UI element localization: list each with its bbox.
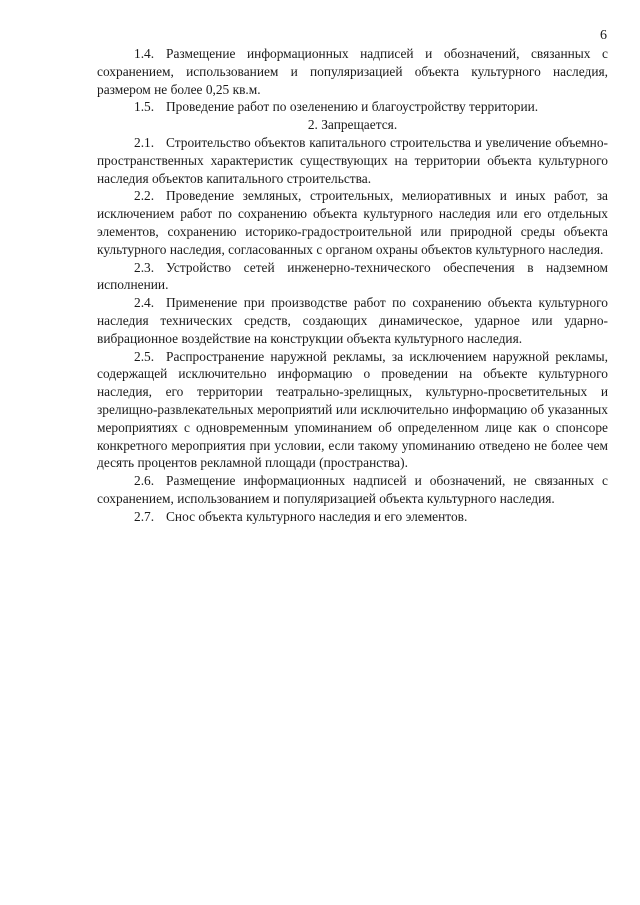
item-text: Распространение наружной рекламы, за исключением наружной рекламы, содержащей исключительно информацию о проведении на объекте культурного наследия, его территории театрально-зрелищных, культурно-просветительных и зрелищно-развлекательных мероприятий или исключительно информацию об указанных мероприятиях с одновременным упоминанием об определенном лице как о спонсоре конкретного мероприятия при условии, если такому упоминанию отведено не более чем десять процентов рекламной площади (пространства). (97, 348, 608, 471)
item-number: 2.5. (134, 348, 155, 364)
item-text: Проведение земляных, строительных, мелиоративных и иных работ, за исключением работ по сохранению объекта культурного наследия или его отдельных элементов, сохранению историко-градостроительной или природной среды объекта культурного наследия, согласованных с органом охраны объектов культурного наследия. (97, 188, 608, 257)
item-number: 1.4. (134, 46, 155, 61)
list-item-2-1 (97, 134, 608, 187)
list-item-2-4 (97, 294, 608, 347)
document-body (97, 45, 608, 526)
item-number: 2.7. (134, 508, 155, 524)
list-item-2-2 (97, 187, 608, 258)
list-item-2-6 (97, 472, 608, 508)
section-heading: 2. Запрещается. (307, 117, 398, 133)
list-item-1-4 (97, 45, 608, 98)
item-number: 2.3. (134, 259, 155, 275)
item-text: Устройство сетей инженерно-технического обеспечения в надземном исполнении. (97, 259, 608, 293)
item-number: 2.4. (134, 295, 155, 311)
item-text: Строительство объектов капитального строительства и увеличение объемно-пространственных характеристик существующих на территории объекта культурного наследия объектов капитального строительства. (97, 134, 608, 186)
item-text: Размещение информационных надписей и обозначений, связанных с сохранением, использованием и популяризацией объекта культурного наследия, размером не более 0,25 кв.м. (97, 46, 608, 97)
item-number: 1.5. (134, 99, 155, 115)
item-text: Применение при производстве работ по сохранению объекта культурного наследия технических средств, создающих динамическое, ударное или ударно-вибрационное воздействие на конструкции объекта культурного наследия. (97, 295, 608, 346)
list-item-2-7 (97, 508, 608, 526)
item-number: 2.2. (134, 188, 155, 204)
list-item-1-5 (97, 98, 608, 116)
page-number: 6 (600, 28, 607, 43)
item-text: Снос объекта культурного наследия и его элементов. (166, 508, 468, 524)
item-text: Проведение работ по озеленению и благоустройству территории. (166, 99, 539, 115)
list-item-2-3 (97, 259, 608, 295)
item-number: 2.6. (134, 473, 155, 489)
list-item-2-5 (97, 348, 608, 473)
item-text: Размещение информационных надписей и обозначений, не связанных с сохранением, использованием и популяризацией объекта культурного наследия. (97, 473, 608, 506)
item-number: 2.1. (134, 134, 155, 150)
